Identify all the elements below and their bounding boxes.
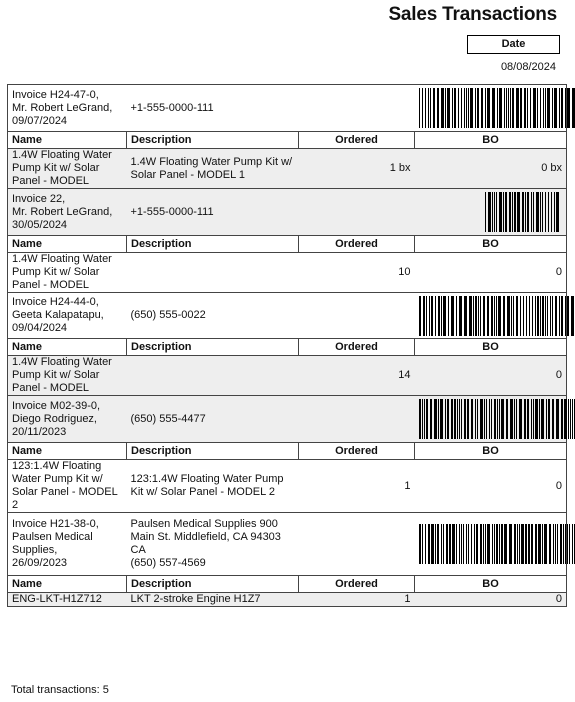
invoice-line: Diego Rodriguez, xyxy=(12,412,97,425)
invoice-info xyxy=(8,513,127,576)
report-date: 08/08/2024 xyxy=(500,61,556,73)
header-name: Name xyxy=(8,236,127,253)
header-ordered: Ordered xyxy=(299,132,415,149)
item-ordered: 14 xyxy=(299,356,415,396)
header-description: Description xyxy=(127,576,299,593)
contact-line: +1-555-0000-111 xyxy=(130,101,214,114)
item-bo: 0 xyxy=(415,460,567,513)
invoice-row xyxy=(8,513,567,576)
item-name: 123:1.4W Floating Water Pump Kit w/ Solar Panel - MODEL 2 xyxy=(8,460,127,513)
header-ordered: Ordered xyxy=(299,443,415,460)
invoice-line: Mr. Robert LeGrand, xyxy=(12,101,113,114)
total-transactions: Total transactions: 5 xyxy=(11,684,109,696)
contact-info xyxy=(127,293,415,339)
header-description: Description xyxy=(127,443,299,460)
header-bo: BO xyxy=(415,339,567,356)
contact-line: CA xyxy=(130,544,146,556)
invoice-line: 20/11/2023 xyxy=(12,425,67,438)
invoice-line: Invoice 22, xyxy=(12,192,66,205)
item-ordered: 1 xyxy=(299,593,415,607)
date-header-box: Date xyxy=(467,35,560,54)
invoice-line: Paulsen Medical xyxy=(12,531,93,543)
invoice-line: 09/07/2024 xyxy=(12,114,68,127)
contact-info xyxy=(127,513,415,576)
invoice-line: Invoice H21-38-0, xyxy=(12,518,99,530)
invoice-line: Invoice M02-39-0, xyxy=(12,399,101,412)
item-row xyxy=(8,356,567,396)
header-bo: BO xyxy=(415,236,567,253)
barcode-cell xyxy=(415,396,567,443)
barcode-cell xyxy=(415,513,567,576)
header-name: Name xyxy=(8,443,127,460)
invoice-info xyxy=(8,85,127,132)
item-description: LKT 2-stroke Engine H1Z7 xyxy=(127,593,299,607)
header-name: Name xyxy=(8,132,127,149)
invoice-row xyxy=(8,396,567,443)
column-header-row xyxy=(8,576,567,593)
header-bo: BO xyxy=(415,132,567,149)
barcode-image xyxy=(419,399,575,439)
invoice-row xyxy=(8,189,567,236)
header-description: Description xyxy=(127,132,299,149)
column-header-row xyxy=(8,339,567,356)
item-ordered: 1 bx xyxy=(299,149,415,189)
invoice-info xyxy=(8,396,127,443)
report-title: Sales Transactions xyxy=(388,4,557,25)
header-name: Name xyxy=(8,339,127,356)
header-description: Description xyxy=(127,236,299,253)
barcode-image xyxy=(419,88,575,128)
barcode-image xyxy=(419,296,575,336)
transactions-table xyxy=(7,84,567,607)
barcode-cell xyxy=(415,293,567,339)
item-ordered: 10 xyxy=(299,253,415,293)
invoice-info xyxy=(8,189,127,236)
item-bo: 0 bx xyxy=(415,149,567,189)
contact-info xyxy=(127,189,415,236)
column-header-row xyxy=(8,132,567,149)
item-name: ENG-LKT-H1Z712 xyxy=(8,593,127,607)
barcode-cell xyxy=(415,189,567,236)
item-name: 1.4W Floating Water Pump Kit w/ Solar Panel - MODEL xyxy=(8,149,127,189)
header-ordered: Ordered xyxy=(299,236,415,253)
contact-info xyxy=(127,85,415,132)
invoice-line: Invoice H24-44-0, xyxy=(12,296,99,308)
column-header-row xyxy=(8,443,567,460)
barcode-image xyxy=(485,192,560,232)
header-bo: BO xyxy=(415,576,567,593)
item-row xyxy=(8,253,567,293)
invoice-line: Invoice H24-47-0, xyxy=(12,88,99,101)
item-row xyxy=(8,460,567,513)
item-name: 1.4W Floating Water Pump Kit w/ Solar Panel - MODEL xyxy=(8,356,127,396)
barcode-cell xyxy=(415,85,567,132)
item-name: 1.4W Floating Water Pump Kit w/ Solar Panel - MODEL xyxy=(8,253,127,293)
invoice-line: Mr. Robert LeGrand, xyxy=(12,205,113,218)
contact-line: Paulsen Medical Supplies 900 xyxy=(130,518,278,530)
header-ordered: Ordered xyxy=(299,576,415,593)
invoice-info xyxy=(8,293,127,339)
invoice-row xyxy=(8,293,567,339)
item-ordered: 1 xyxy=(299,460,415,513)
item-row xyxy=(8,593,567,607)
header-bo: BO xyxy=(415,443,567,460)
invoice-line: Geeta Kalapatapu, xyxy=(12,309,104,321)
invoice-line: Supplies, xyxy=(12,544,58,556)
item-description: 1.4W Floating Water Pump Kit w/ Solar Panel - MODEL 1 xyxy=(127,149,299,189)
header-ordered: Ordered xyxy=(299,339,415,356)
header-description: Description xyxy=(127,339,299,356)
contact-info xyxy=(127,396,415,443)
invoice-line: 30/05/2024 xyxy=(12,218,68,231)
contact-line: +1-555-0000-111 xyxy=(130,205,214,218)
item-row xyxy=(8,149,567,189)
header-name: Name xyxy=(8,576,127,593)
barcode-image xyxy=(419,524,575,564)
item-description: 123:1.4W Floating Water Pump Kit w/ Solar Panel - MODEL 2 xyxy=(127,460,299,513)
invoice-row xyxy=(8,85,567,132)
item-description xyxy=(127,356,299,396)
invoice-line: 26/09/2023 xyxy=(12,557,68,569)
contact-line: Main St. Middlefield, CA 94303 xyxy=(130,531,281,543)
contact-line: (650) 555-0022 xyxy=(130,309,206,321)
item-bo: 0 xyxy=(415,356,567,396)
item-description xyxy=(127,253,299,293)
contact-line: (650) 557-4569 xyxy=(130,557,206,569)
contact-line: (650) 555-4477 xyxy=(130,412,206,425)
item-bo: 0 xyxy=(415,253,567,293)
invoice-line: 09/04/2024 xyxy=(12,322,68,334)
item-bo: 0 xyxy=(415,593,567,607)
column-header-row xyxy=(8,236,567,253)
